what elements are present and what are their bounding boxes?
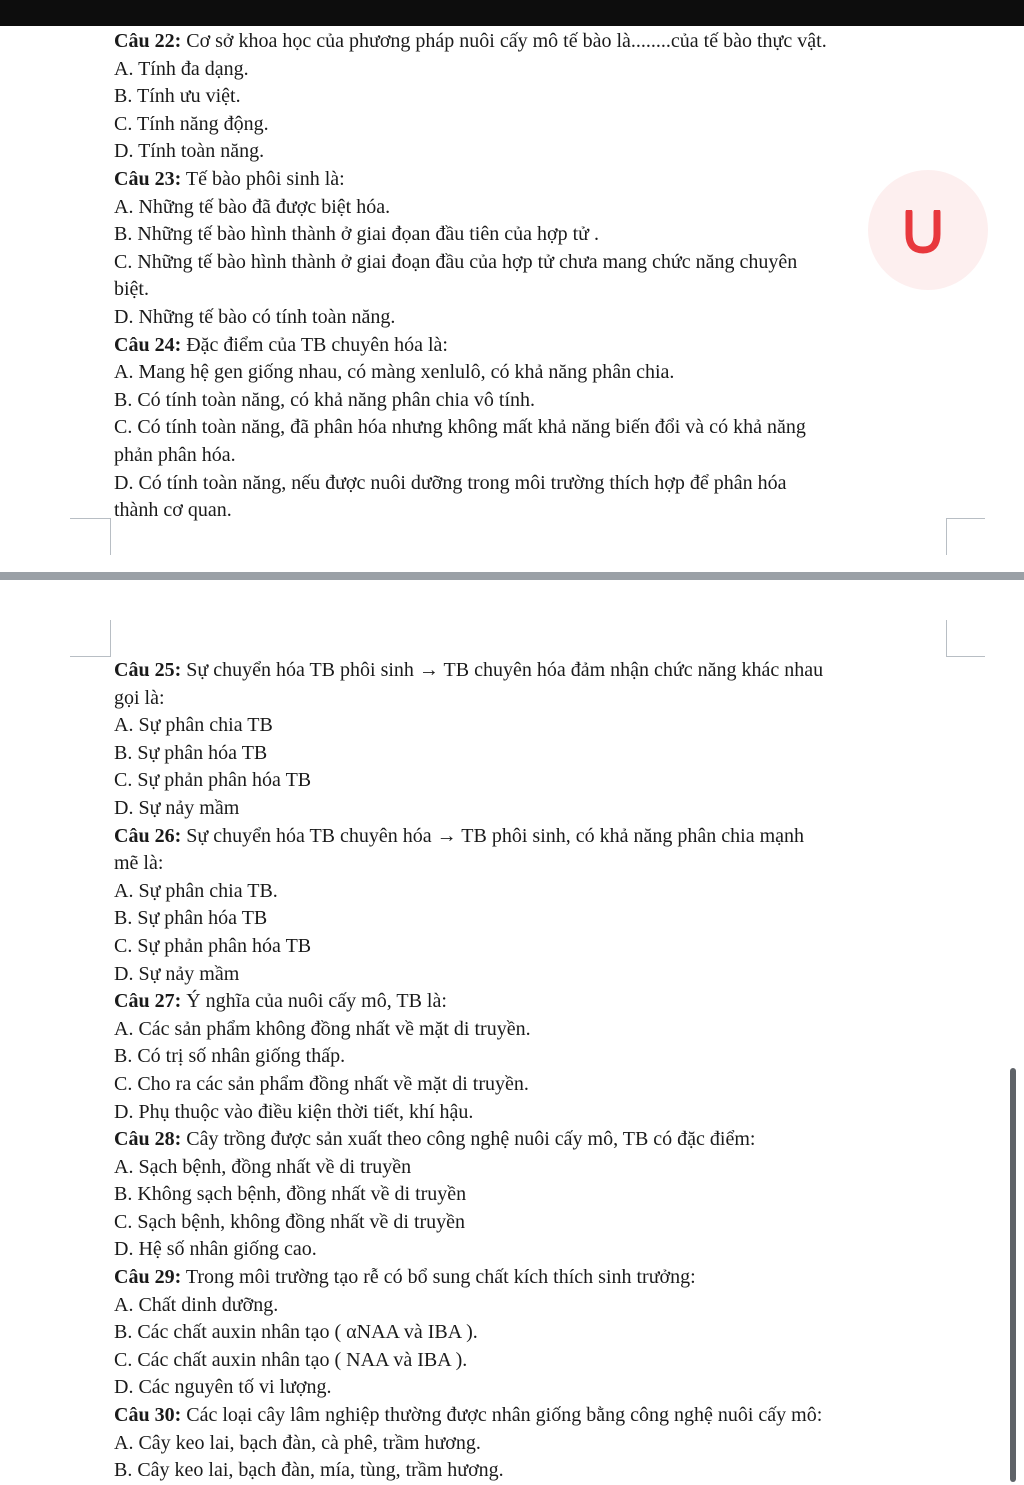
- q23-option-d: D. Những tế bào có tính toàn năng.: [114, 305, 396, 328]
- q29-option-d: D. Các nguyên tố vi lượng.: [114, 1376, 332, 1399]
- question-30: Câu 30: Các loại cây lâm nghiệp thường được nhân giống bằng công nghệ nuôi cấy mô:: [114, 1404, 823, 1427]
- q28-option-b: B. Không sạch bệnh, đồng nhất về di truyền: [114, 1183, 467, 1206]
- q23-option-c-cont: biệt.: [114, 278, 149, 301]
- question-25-cont: gọi là:: [114, 686, 165, 709]
- q26-option-a: A. Sự phân chia TB.: [114, 879, 278, 902]
- page-1-content: [114, 28, 944, 525]
- q26-option-b: B. Sự phân hóa TB: [114, 907, 268, 930]
- q25-option-c: C. Sự phản phân hóa TB: [114, 769, 312, 792]
- document-page-2: [0, 580, 1024, 1482]
- q25-option-a: A. Sự phân chia TB: [114, 714, 273, 737]
- q29-option-b: B. Các chất auxin nhân tạo ( αNAA và IBA ).: [114, 1321, 478, 1344]
- q30-option-a: A. Cây keo lai, bạch đàn, cà phê, trầm hương.: [114, 1431, 481, 1454]
- watermark-u-icon: [903, 210, 943, 254]
- q24-option-c: C. Có tính toàn năng, đã phân hóa nhưng không mất khả năng biến đổi và có khả năng: [114, 416, 806, 439]
- q27-option-a: A. Các sản phẩm không đồng nhất về mặt di truyền.: [114, 1017, 531, 1040]
- q24-option-c-cont: phản phân hóa.: [114, 443, 236, 466]
- top-status-bar: [0, 0, 1024, 26]
- q22-option-b: B. Tính ưu việt.: [114, 85, 241, 108]
- q28-option-a: A. Sạch bệnh, đồng nhất về di truyền: [114, 1155, 412, 1178]
- q24-option-b: B. Có tính toàn năng, có khả năng phân chia vô tính.: [114, 388, 536, 411]
- q26-option-d: D. Sự nảy mầm: [114, 962, 240, 985]
- question-26-cont: mẽ là:: [114, 852, 164, 875]
- q27-option-d: D. Phụ thuộc vào điều kiện thời tiết, khí hậu.: [114, 1100, 474, 1123]
- question-24: Câu 24: Đặc điểm của TB chuyên hóa là:: [114, 333, 448, 356]
- q29-option-a: A. Chất dinh dưỡng.: [114, 1293, 279, 1316]
- document-page-1: [0, 26, 1024, 572]
- q23-option-b: B. Những tế bào hình thành ở giai đọan đầu tiên của hợp tử .: [114, 223, 599, 246]
- question-27: Câu 27: Ý nghĩa của nuôi cấy mô, TB là:: [114, 990, 447, 1013]
- q22-option-a: A. Tính đa dạng.: [114, 57, 249, 80]
- margin-corner-top-left: [70, 620, 111, 657]
- q22-option-c: C. Tính năng động.: [114, 112, 269, 135]
- question-25: Câu 25: Sự chuyển hóa TB phôi sinh → TB chuyên hóa đảm nhận chức năng khác nhau: [114, 659, 824, 681]
- page-2-content: [114, 657, 944, 1485]
- q27-option-c: C. Cho ra các sản phẩm đồng nhất về mặt di truyền.: [114, 1072, 529, 1095]
- q24-option-d: D. Có tính toàn năng, nếu được nuôi dưỡng trong môi trường thích hợp để phân hóa: [114, 471, 787, 494]
- margin-corner-top-right: [946, 620, 985, 657]
- q24-option-a: A. Mang hệ gen giống nhau, có màng xenlulô, có khả năng phân chia.: [114, 361, 675, 384]
- q26-option-c: C. Sự phản phân hóa TB: [114, 934, 312, 957]
- question-22: Câu 22: Cơ sở khoa học của phương pháp nuôi cấy mô tế bào là........của tế bào thực vật.: [114, 30, 827, 52]
- q28-option-d: D. Hệ số nhân giống cao.: [114, 1238, 317, 1261]
- q22-option-d: D. Tính toàn năng.: [114, 140, 265, 163]
- question-23: Câu 23: Tế bào phôi sinh là:: [114, 167, 345, 190]
- q25-option-b: B. Sự phân hóa TB: [114, 741, 268, 764]
- q30-option-b: B. Cây keo lai, bạch đàn, mía, tùng, trầm hương.: [114, 1459, 504, 1482]
- q29-option-c: C. Các chất auxin nhân tạo ( NAA và IBA ).: [114, 1348, 468, 1371]
- question-28: Câu 28: Cây trồng được sản xuất theo công nghệ nuôi cấy mô, TB có đặc điểm:: [114, 1128, 756, 1151]
- vertical-scrollbar[interactable]: [1010, 1068, 1016, 1482]
- q25-option-d: D. Sự nảy mầm: [114, 796, 240, 819]
- question-26: Câu 26: Sự chuyển hóa TB chuyên hóa → TB phôi sinh, có khả năng phân chia mạnh: [114, 824, 804, 847]
- q24-option-d-cont: thành cơ quan.: [114, 499, 232, 522]
- margin-corner-bottom-right: [946, 518, 985, 555]
- page-separator: [0, 572, 1024, 580]
- q23-option-c: C. Những tế bào hình thành ở giai đoạn đầu của hợp tử chưa mang chức năng chuyên: [114, 250, 798, 273]
- margin-corner-bottom-left: [70, 518, 111, 555]
- q23-option-a: A. Những tế bào đã được biệt hóa.: [114, 195, 391, 218]
- question-29: Câu 29: Trong môi trường tạo rễ có bổ sung chất kích thích sinh trưởng:: [114, 1266, 696, 1289]
- q27-option-b: B. Có trị số nhân giống thấp.: [114, 1045, 346, 1068]
- q28-option-c: C. Sạch bệnh, không đồng nhất về di truyền: [114, 1210, 466, 1233]
